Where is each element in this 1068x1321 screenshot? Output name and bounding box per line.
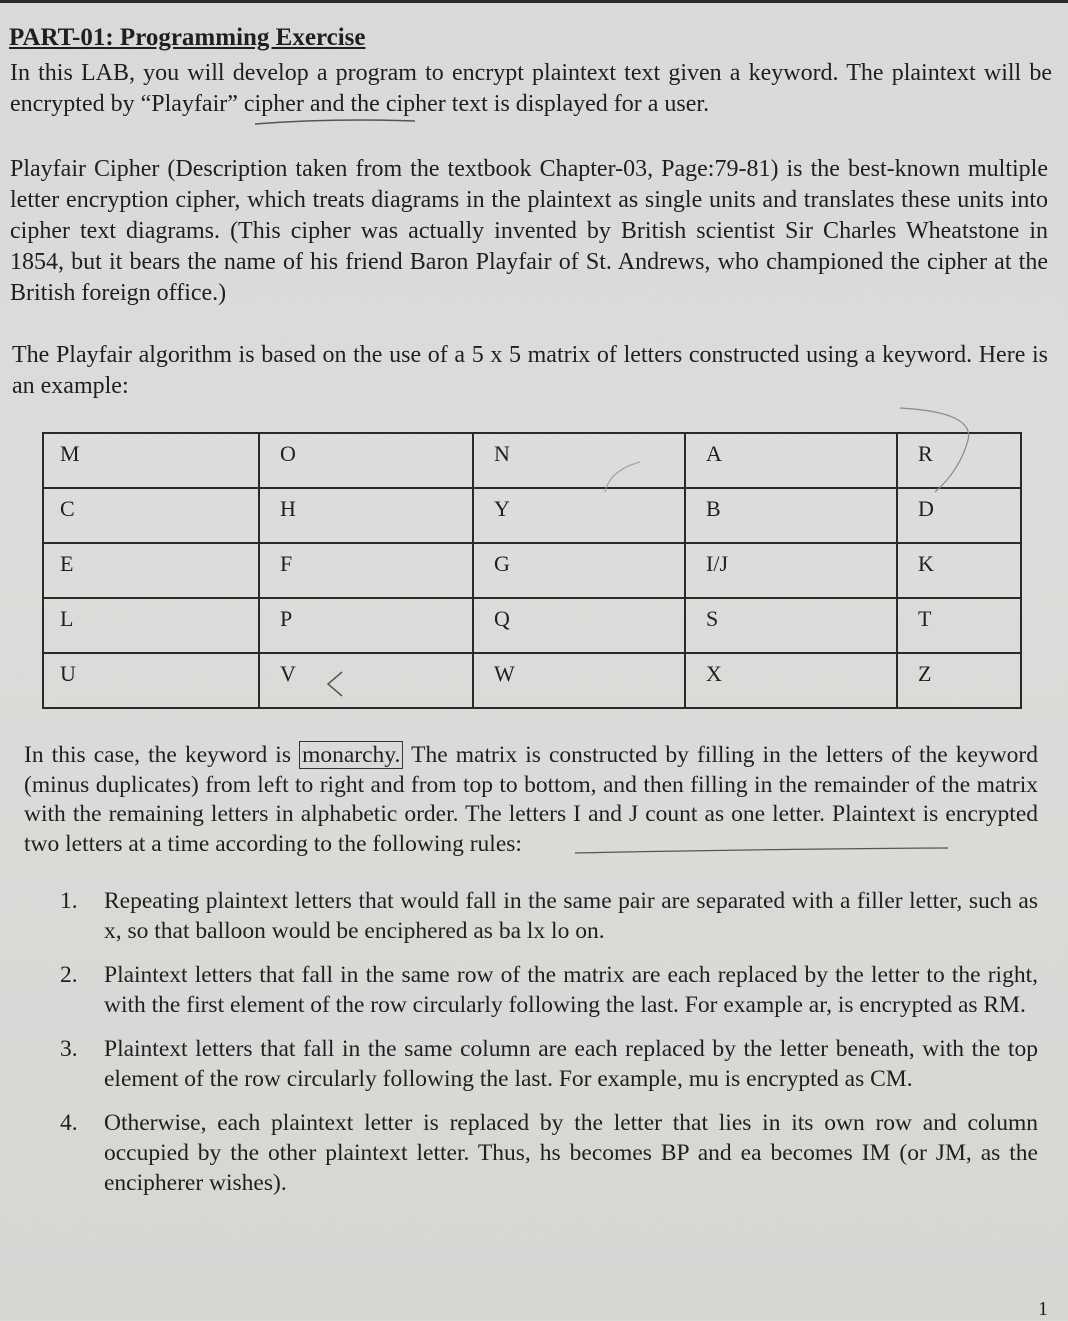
matrix-cell: F <box>259 543 473 598</box>
matrix-cell: P <box>259 598 473 653</box>
keyword-highlight: monarchy. <box>299 741 403 769</box>
matrix-cell: N <box>473 433 685 488</box>
rule-text: Plaintext letters that fall in the same row of the matrix are each replaced by the letter to the right, with the first element of the row circularly following the last. For example ar, is encrypted as RM. <box>104 962 1038 1018</box>
matrix-cell: L <box>43 598 259 653</box>
algorithm-paragraph: The Playfair algorithm is based on the use of a 5 x 5 matrix of letters constructed using a keyword. Here is an example: <box>12 342 1048 399</box>
rule-text: Otherwise, each plaintext letter is replaced by the letter that lies in its own row and column occupied by the other plaintext letter. Thus, hs becomes BP and ea becomes IM (or JM, as the encipherer wishes). <box>104 1110 1038 1196</box>
list-item <box>60 1034 1038 1094</box>
rule-number: 4. <box>60 1110 78 1136</box>
matrix-cell: O <box>259 433 473 488</box>
matrix-cell: B <box>685 488 897 543</box>
matrix-cell: Q <box>473 598 685 653</box>
rule-text: Repeating plaintext letters that would fall in the same pair are separated with a filler letter, such as x, so that balloon would be enciphered as ba lx lo on. <box>104 888 1038 944</box>
matrix-row <box>43 598 1021 653</box>
matrix-cell: Z <box>897 653 1021 708</box>
matrix-cell: G <box>473 543 685 598</box>
matrix-cell: D <box>897 488 1021 543</box>
matrix-row <box>43 488 1021 543</box>
matrix-cell: E <box>43 543 259 598</box>
matrix-cell: V <box>259 653 473 708</box>
matrix-cell: C <box>43 488 259 543</box>
rule-number: 3. <box>60 1036 78 1062</box>
matrix-cell: T <box>897 598 1021 653</box>
page-number: 1 <box>1038 1298 1048 1320</box>
top-border-line <box>0 0 1068 3</box>
encryption-rules-list <box>60 886 1038 1212</box>
case-text-before: In this case, the keyword is <box>24 742 300 768</box>
matrix-cell: R <box>897 433 1021 488</box>
matrix-row <box>43 433 1021 488</box>
matrix-row <box>43 543 1021 598</box>
rule-number: 1. <box>60 888 78 914</box>
case-text-after: The matrix is constructed by filling in the letters of the keyword (minus duplicates) from left to right and from top to bottom, and then filling in the remainder of the matrix with the remaining letters in alphabetic order. The letters I and J count as one letter. Plaintext is encrypted two letters at a time according to the following rules: <box>24 742 1039 857</box>
matrix-cell: A <box>685 433 897 488</box>
intro-paragraph: In this LAB, you will develop a program to encrypt plaintext text given a keyword. The plaintext will be encrypted by “Playfair” cipher and the cipher text is displayed for a user. <box>10 60 1052 117</box>
playfair-underline-mark <box>255 120 415 124</box>
matrix-row <box>43 653 1021 708</box>
list-item <box>60 1108 1038 1198</box>
keyword-explanation-paragraph <box>24 741 1038 859</box>
matrix-cell: Y <box>473 488 685 543</box>
list-item <box>60 960 1038 1020</box>
playfair-matrix-table <box>42 432 1022 709</box>
matrix-cell: W <box>473 653 685 708</box>
matrix-cell: I/J <box>685 543 897 598</box>
page-title: PART-01: Programming Exercise <box>9 24 366 51</box>
matrix-cell: U <box>43 653 259 708</box>
rule-text: Plaintext letters that fall in the same column are each replaced by the letter beneath, with the top element of the row circularly following the last. For example, mu is encrypted as CM. <box>104 1036 1038 1092</box>
matrix-cell: X <box>685 653 897 708</box>
rule-number: 2. <box>60 962 78 988</box>
matrix-cell: S <box>685 598 897 653</box>
matrix-cell: H <box>259 488 473 543</box>
list-item <box>60 886 1038 946</box>
matrix-cell: M <box>43 433 259 488</box>
description-paragraph: Playfair Cipher (Description taken from the textbook Chapter-03, Page:79-81) is the best-known multiple letter encryption cipher, which treats diagrams in the plaintext as single units and translates these units into cipher text diagrams. (This cipher was actually invented by British scientist Sir Charles Wheatstone in 1854, but it bears the name of his friend Baron Playfair of St. Andrews, who championed the cipher at the British foreign office.) <box>10 156 1048 306</box>
matrix-cell: K <box>897 543 1021 598</box>
